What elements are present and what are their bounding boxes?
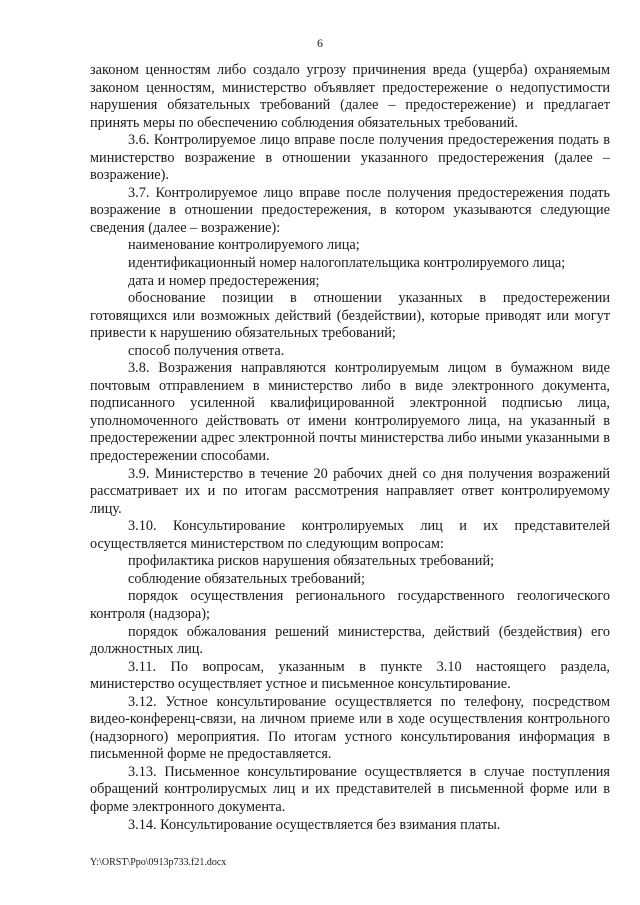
list-item-inn: идентификационный номер налогоплательщика контролируемого лица; xyxy=(128,255,566,272)
list-item-risk-prevention: профилактика рисков нарушения обязательных требований; xyxy=(128,553,495,570)
paragraph-continuation: законом ценностям либо создало угрозу причинения вреда (ущерба) охраняемым законом ценностям, министерство объявляет предостережение о недопустимости нарушения обязательных требований (далее – предостережение) и предлагает принять меры по обеспечению соблюдения обязательных требований. xyxy=(90,62,610,131)
list-item-justification: обоснование позиции в отношении указанных в предостережении готовящихся или возможных действий (бездействии), которые приводят или могут привести к нарушению обязательных требований; xyxy=(90,290,610,342)
list-item-control-procedure: порядок осуществления регионального государственного геологического контроля (надзора); xyxy=(90,588,610,622)
list-item-response-method: способ получения ответа. xyxy=(128,342,285,359)
page-number: 6 xyxy=(317,36,323,50)
paragraph-3-8: 3.8. Возражения направляются контролируемым лицом в бумажном виде почтовым отправлением в министерство либо в виде электронного документа, подписанного усиленной квалифицированной электронной подписью лица, уполномоченного действовать от имени контролируемого лица, на указанный в предостережении адрес электронной почты министерства либо иными указанными в предостережении способами. xyxy=(90,360,610,465)
document-body xyxy=(90,62,610,834)
paragraph-3-7: 3.7. Контролируемое лицо вправе после получения предостережения подать возражение в отношении предостережения, в котором указываются следующие сведения (далее – возражение): xyxy=(90,184,610,236)
paragraph-3-12: 3.12. Устное консультирование осуществляется по телефону, посредством видео-конференц-связи, на личном приеме или в ходе осуществления контрольного (надзорного) мероприятия. По итогам устного консультирования информация в письменной форме не предоставляется. xyxy=(90,693,610,763)
list-item-date: дата и номер предостережения; xyxy=(128,272,320,289)
paragraph-3-13: 3.13. Письменное консультирование осуществляется в случае поступления обращений контролирусмых лиц и их представителей в письменной форме или в форме электронного документа. xyxy=(90,763,610,815)
paragraph-3-6: 3.6. Контролируемое лицо вправе после получения предостережения подать в министерство возражение в отношении указанного предостережения (далее – возражение). xyxy=(90,132,610,184)
list-item-appeal-procedure: порядок обжалования решений министерства, действий (бездействия) его должностных лиц. xyxy=(90,623,610,658)
paragraph-3-10: 3.10. Консультирование контролируемых лиц и их представителей осуществляется министерством по следующим вопросам: xyxy=(90,518,610,552)
list-item-compliance: соблюдение обязательных требований; xyxy=(128,570,366,587)
paragraph-3-11: 3.11. По вопросам, указанным в пункте 3.10 настоящего раздела, министерство осуществляет устное и письменное консультирование. xyxy=(90,658,610,693)
paragraph-3-9: 3.9. Министерство в течение 20 рабочих дней со дня получения возражений рассматривает их и по итогам рассмотрения направляет ответ контролируемому лицу. xyxy=(90,465,610,517)
footer-file-path: Y:\ORST\Ppo\0913p733.f21.docx xyxy=(90,857,227,868)
list-item-name: наименование контролируемого лица; xyxy=(128,237,360,254)
paragraph-3-14: 3.14. Консультирование осуществляется без взимания платы. xyxy=(128,816,501,833)
